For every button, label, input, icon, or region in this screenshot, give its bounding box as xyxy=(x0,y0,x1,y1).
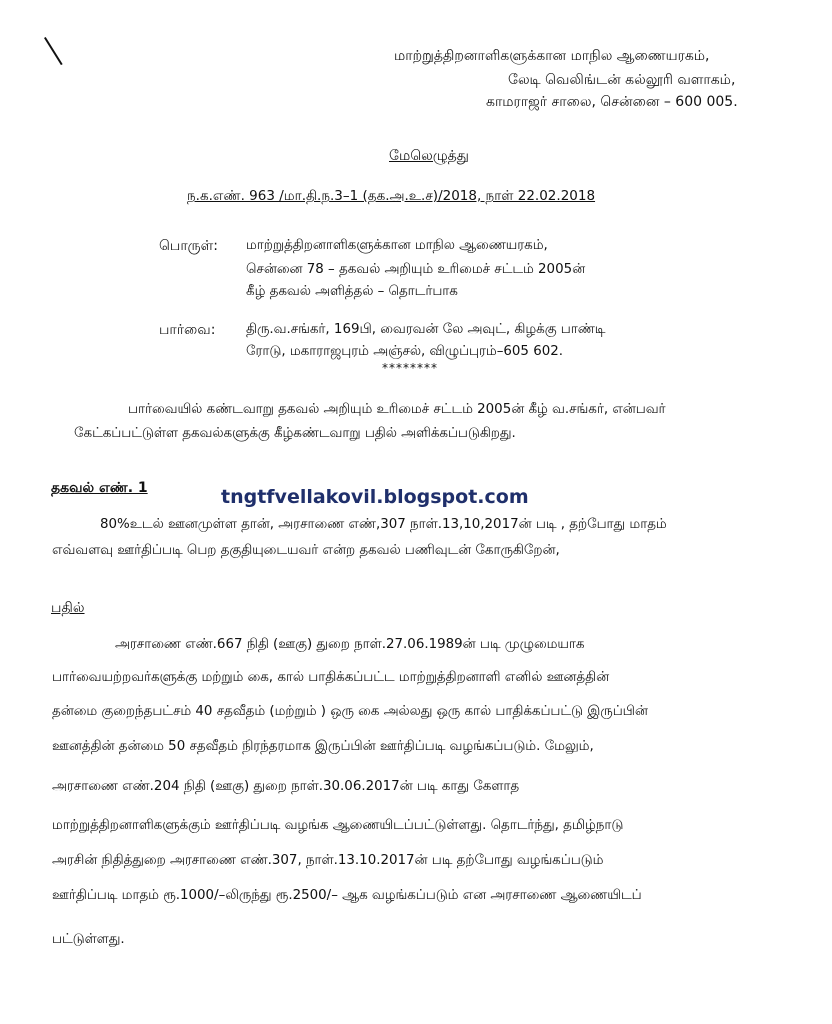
info-line-2: எவ்வளவு ஊர்திப்படி பெற தகுதியுடையவர் என்ற தகவல் பணிவுடன் கோருகிறேன், xyxy=(52,543,560,558)
reply-line: பட்டுள்ளது. xyxy=(52,932,125,947)
reference-number: ந.க.எண். 963 /மா.தி.ந.3–1 (தக.அ.உ.ச)/2018, நாள் 22.02.2018 xyxy=(187,188,596,204)
reply-heading: பதில் xyxy=(51,600,85,616)
reference-label: பார்வை: xyxy=(159,322,216,338)
blog-watermark: tngtfvellakovil.blogspot.com xyxy=(221,486,529,508)
document-title: மேலெழுத்து xyxy=(389,148,469,164)
info-line-1: 80%உடல் ஊனமுள்ள தான், அரசாணை எண்,307 நாள்.13,10,2017ன் படி , தற்போது மாதம் xyxy=(100,517,667,532)
subject-line-3: கீழ் தகவல் அளித்தல் – தொடர்பாக xyxy=(246,284,458,299)
info-heading: தகவல் எண். 1 xyxy=(51,480,148,496)
address-line-2: லேடி வெலிங்டன் கல்லூரி வளாகம், xyxy=(508,72,736,88)
reply-line: மாற்றுத்திறனாளிகளுக்கும் ஊர்திப்படி வழங்க ஆணையிடப்பட்டுள்ளது. தொடர்ந்து, தமிழ்நாடு xyxy=(52,818,624,833)
reply-line: தன்மை குறைந்தபட்சம் 40 சதவீதம் (மற்றும் ) ஒரு கை அல்லது ஒரு கால் பாதிக்கப்பட்டு இருப்பின் xyxy=(52,704,648,719)
reply-line: ஊர்திப்படி மாதம் ரூ.1000/–லிருந்து ரூ.2500/– ஆக வழங்கப்படும் என அரசாணை ஆணையிடப் xyxy=(52,888,642,903)
intro-line-2: கேட்கப்பட்டுள்ள தகவல்களுக்கு கீழ்கண்டவாறு பதில் அளிக்கப்படுகிறது. xyxy=(74,426,516,441)
reply-line: பார்வையற்றவர்களுக்கு மற்றும் கை, கால் பாதிக்கப்பட்ட மாற்றுத்திறனாளி எனில் ஊனத்தின் xyxy=(52,670,610,685)
reply-line: அரசாணை எண்.667 நிதி (ஊகு) துறை நாள்.27.06.1989ன் படி முழுமையாக xyxy=(115,637,585,652)
intro-line-1: பார்வையில் கண்டவாறு தகவல் அறியும் உரிமைச் சட்டம் 2005ன் கீழ் வ.சங்கர், என்பவர் xyxy=(128,402,666,417)
subject-line-1: மாற்றுத்திறனாளிகளுக்கான மாநில ஆணையரகம், xyxy=(246,238,548,253)
pen-mark xyxy=(44,37,63,65)
reply-line: அரசாணை எண்.204 நிதி (ஊகு) துறை நாள்.30.06.2017ன் படி காது கேளாத xyxy=(52,779,520,794)
reply-line: ஊனத்தின் தன்மை 50 சதவீதம் நிரந்தரமாக இருப்பின் ஊர்திப்படி வழங்கப்படும். மேலும், xyxy=(52,739,594,754)
reference-line-1: திரு.வ.சங்கர், 169பி, வைரவன் லே அவுட், கிழக்கு பாண்டி xyxy=(246,322,606,337)
address-line-3: காமராஜர் சாலை, சென்னை – 600 005. xyxy=(486,94,738,110)
address-line-1: மாற்றுத்திறனாளிகளுக்கான மாநில ஆணையரகம், xyxy=(394,48,710,64)
subject-label: பொருள்: xyxy=(159,238,218,254)
reply-line: அரசின் நிதித்துறை அரசாணை எண்.307, நாள்.13.10.2017ன் படி தற்போது வழங்கப்படும் xyxy=(52,853,604,868)
subject-line-2: சென்னை 78 – தகவல் அறியும் உரிமைச் சட்டம் 2005ன் xyxy=(246,262,586,277)
reference-line-2: ரோடு, மகாராஜபுரம் அஞ்சல், விழுப்புரம்–605 602. xyxy=(246,344,564,359)
separator-stars: ******** xyxy=(382,361,438,375)
